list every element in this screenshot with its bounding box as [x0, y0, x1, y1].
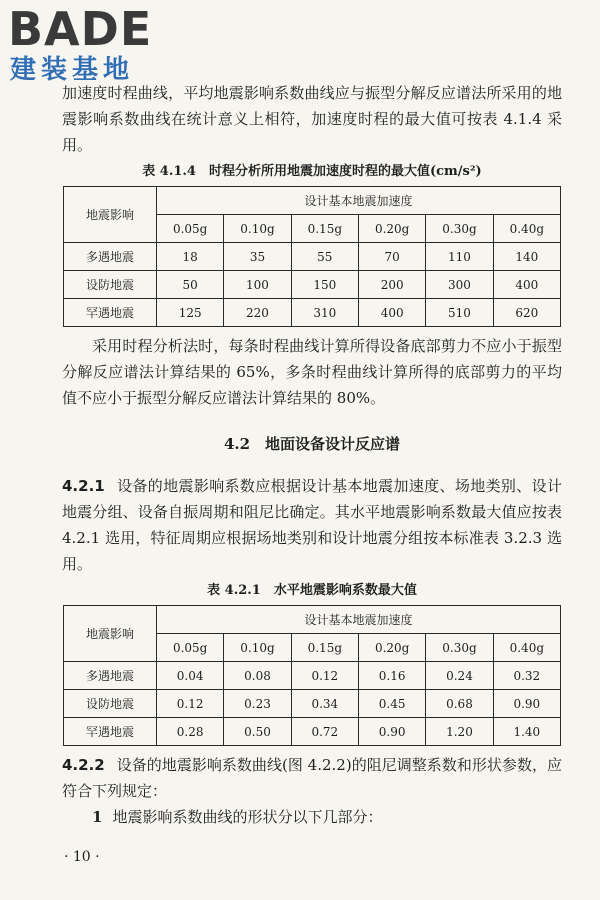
table-cell: 310: [291, 299, 358, 327]
column-header: 0.05g: [157, 634, 224, 662]
table-header-row: [64, 187, 561, 215]
table-corner-header: 地震影响: [64, 606, 157, 662]
time-history-paragraph: 采用时程分析法时，每条时程曲线计算所得设备底部剪力不应小于振型分解反应谱法计算结果的 65%，多条时程曲线计算所得的底部剪力的平均值不应小于振型分解反应谱法计算结果的 80%。: [62, 337, 562, 407]
column-header: 0.30g: [426, 634, 493, 662]
clause-number: 4.2.2: [62, 756, 105, 774]
table-cell: 18: [157, 243, 224, 271]
row-label: 罕遇地震: [64, 299, 157, 327]
table-cell: 220: [224, 299, 291, 327]
table-cell: 620: [493, 299, 560, 327]
table-row: [64, 243, 561, 271]
table-row: [64, 718, 561, 746]
column-header: 0.20g: [358, 215, 425, 243]
table-cell: 55: [291, 243, 358, 271]
table-row: [64, 299, 561, 327]
item-text: 地震影响系数曲线的形状分以下几部分：: [112, 808, 383, 826]
table-cell: 0.16: [358, 662, 425, 690]
table-cell: 0.28: [157, 718, 224, 746]
table-cell: 200: [358, 271, 425, 299]
table-cell: 140: [493, 243, 560, 271]
table-cell: 0.50: [224, 718, 291, 746]
column-header: 0.15g: [291, 634, 358, 662]
table-row: [64, 690, 561, 718]
bade-logo: [6, 4, 181, 88]
page-number: · 10 ·: [64, 849, 100, 865]
table-cell: 300: [426, 271, 493, 299]
table-cell: 0.90: [493, 690, 560, 718]
table-4-2-1: [63, 605, 561, 746]
table-row: [64, 271, 561, 299]
table-group-header: 设计基本地震加速度: [157, 187, 561, 215]
clause-number: 4.2.1: [62, 477, 105, 495]
table-4-2-1-caption: 表 4.2.1 水平地震影响系数最大值: [207, 583, 417, 598]
intro-paragraph: 加速度时程曲线，平均地震影响系数曲线应与振型分解反应谱法所采用的地震影响系数曲线在统计意义上相符，加速度时程的最大值可按表 4.1.4 采用。: [62, 84, 562, 154]
column-header: 0.10g: [224, 215, 291, 243]
row-label: 设防地震: [64, 690, 157, 718]
row-label: 设防地震: [64, 271, 157, 299]
column-header: 0.05g: [157, 215, 224, 243]
table-cell: 125: [157, 299, 224, 327]
column-header: 0.10g: [224, 634, 291, 662]
table-cell: 0.04: [157, 662, 224, 690]
logo-subtitle: 建装基地: [10, 55, 135, 85]
row-label: 罕遇地震: [64, 718, 157, 746]
table-cell: 0.32: [493, 662, 560, 690]
table-cell: 0.23: [224, 690, 291, 718]
table-cell: 35: [224, 243, 291, 271]
table-cell: 0.68: [426, 690, 493, 718]
table-cell: 0.24: [426, 662, 493, 690]
list-item-1: [92, 804, 562, 830]
table-cell: 70: [358, 243, 425, 271]
table-4-1-4: [63, 186, 561, 327]
clause-4-2-1: [62, 473, 562, 577]
row-label: 多遇地震: [64, 243, 157, 271]
table-cell: 0.72: [291, 718, 358, 746]
clause-text: 设备的地震影响系数应根据设计基本地震加速度、场地类别、设计地震分组、设备自振周期和阻尼比确定。其水平地震影响系数最大值应按表 4.2.1 选用，特征周期应根据场地类别和设计地震分组按本标准表 3.2.3 选用。: [62, 477, 562, 573]
table-group-header: 设计基本地震加速度: [157, 606, 561, 634]
column-header: 0.30g: [426, 215, 493, 243]
table-cell: 1.40: [493, 718, 560, 746]
table-cell: 150: [291, 271, 358, 299]
table-cell: 0.34: [291, 690, 358, 718]
column-header: 0.15g: [291, 215, 358, 243]
table-cell: 0.12: [157, 690, 224, 718]
table-header-row: [64, 606, 561, 634]
table-cell: 0.45: [358, 690, 425, 718]
table-cell: 110: [426, 243, 493, 271]
row-label: 多遇地震: [64, 662, 157, 690]
table-corner-header: 地震影响: [64, 187, 157, 243]
document-page: [62, 80, 562, 830]
clause-text: 设备的地震影响系数曲线(图 4.2.2)的阻尼调整系数和形状参数，应符合下列规定：: [62, 756, 562, 800]
column-header: 0.20g: [358, 634, 425, 662]
table-cell: 510: [426, 299, 493, 327]
table-cell: 1.20: [426, 718, 493, 746]
table-cell: 0.90: [358, 718, 425, 746]
section-title: 4.2 地面设备设计反应谱: [223, 435, 401, 453]
table-row: [64, 662, 561, 690]
table-cell: 0.08: [224, 662, 291, 690]
item-number: 1: [92, 808, 103, 826]
logo-title: BADE: [8, 2, 153, 56]
clause-4-2-2: [62, 752, 562, 804]
table-cell: 100: [224, 271, 291, 299]
column-header: 0.40g: [493, 215, 560, 243]
table-cell: 400: [493, 271, 560, 299]
column-header: 0.40g: [493, 634, 560, 662]
table-4-1-4-caption: 表 4.1.4 时程分析所用地震加速度时程的最大值(cm/s²): [142, 164, 482, 179]
table-cell: 0.12: [291, 662, 358, 690]
table-cell: 400: [358, 299, 425, 327]
table-cell: 50: [157, 271, 224, 299]
